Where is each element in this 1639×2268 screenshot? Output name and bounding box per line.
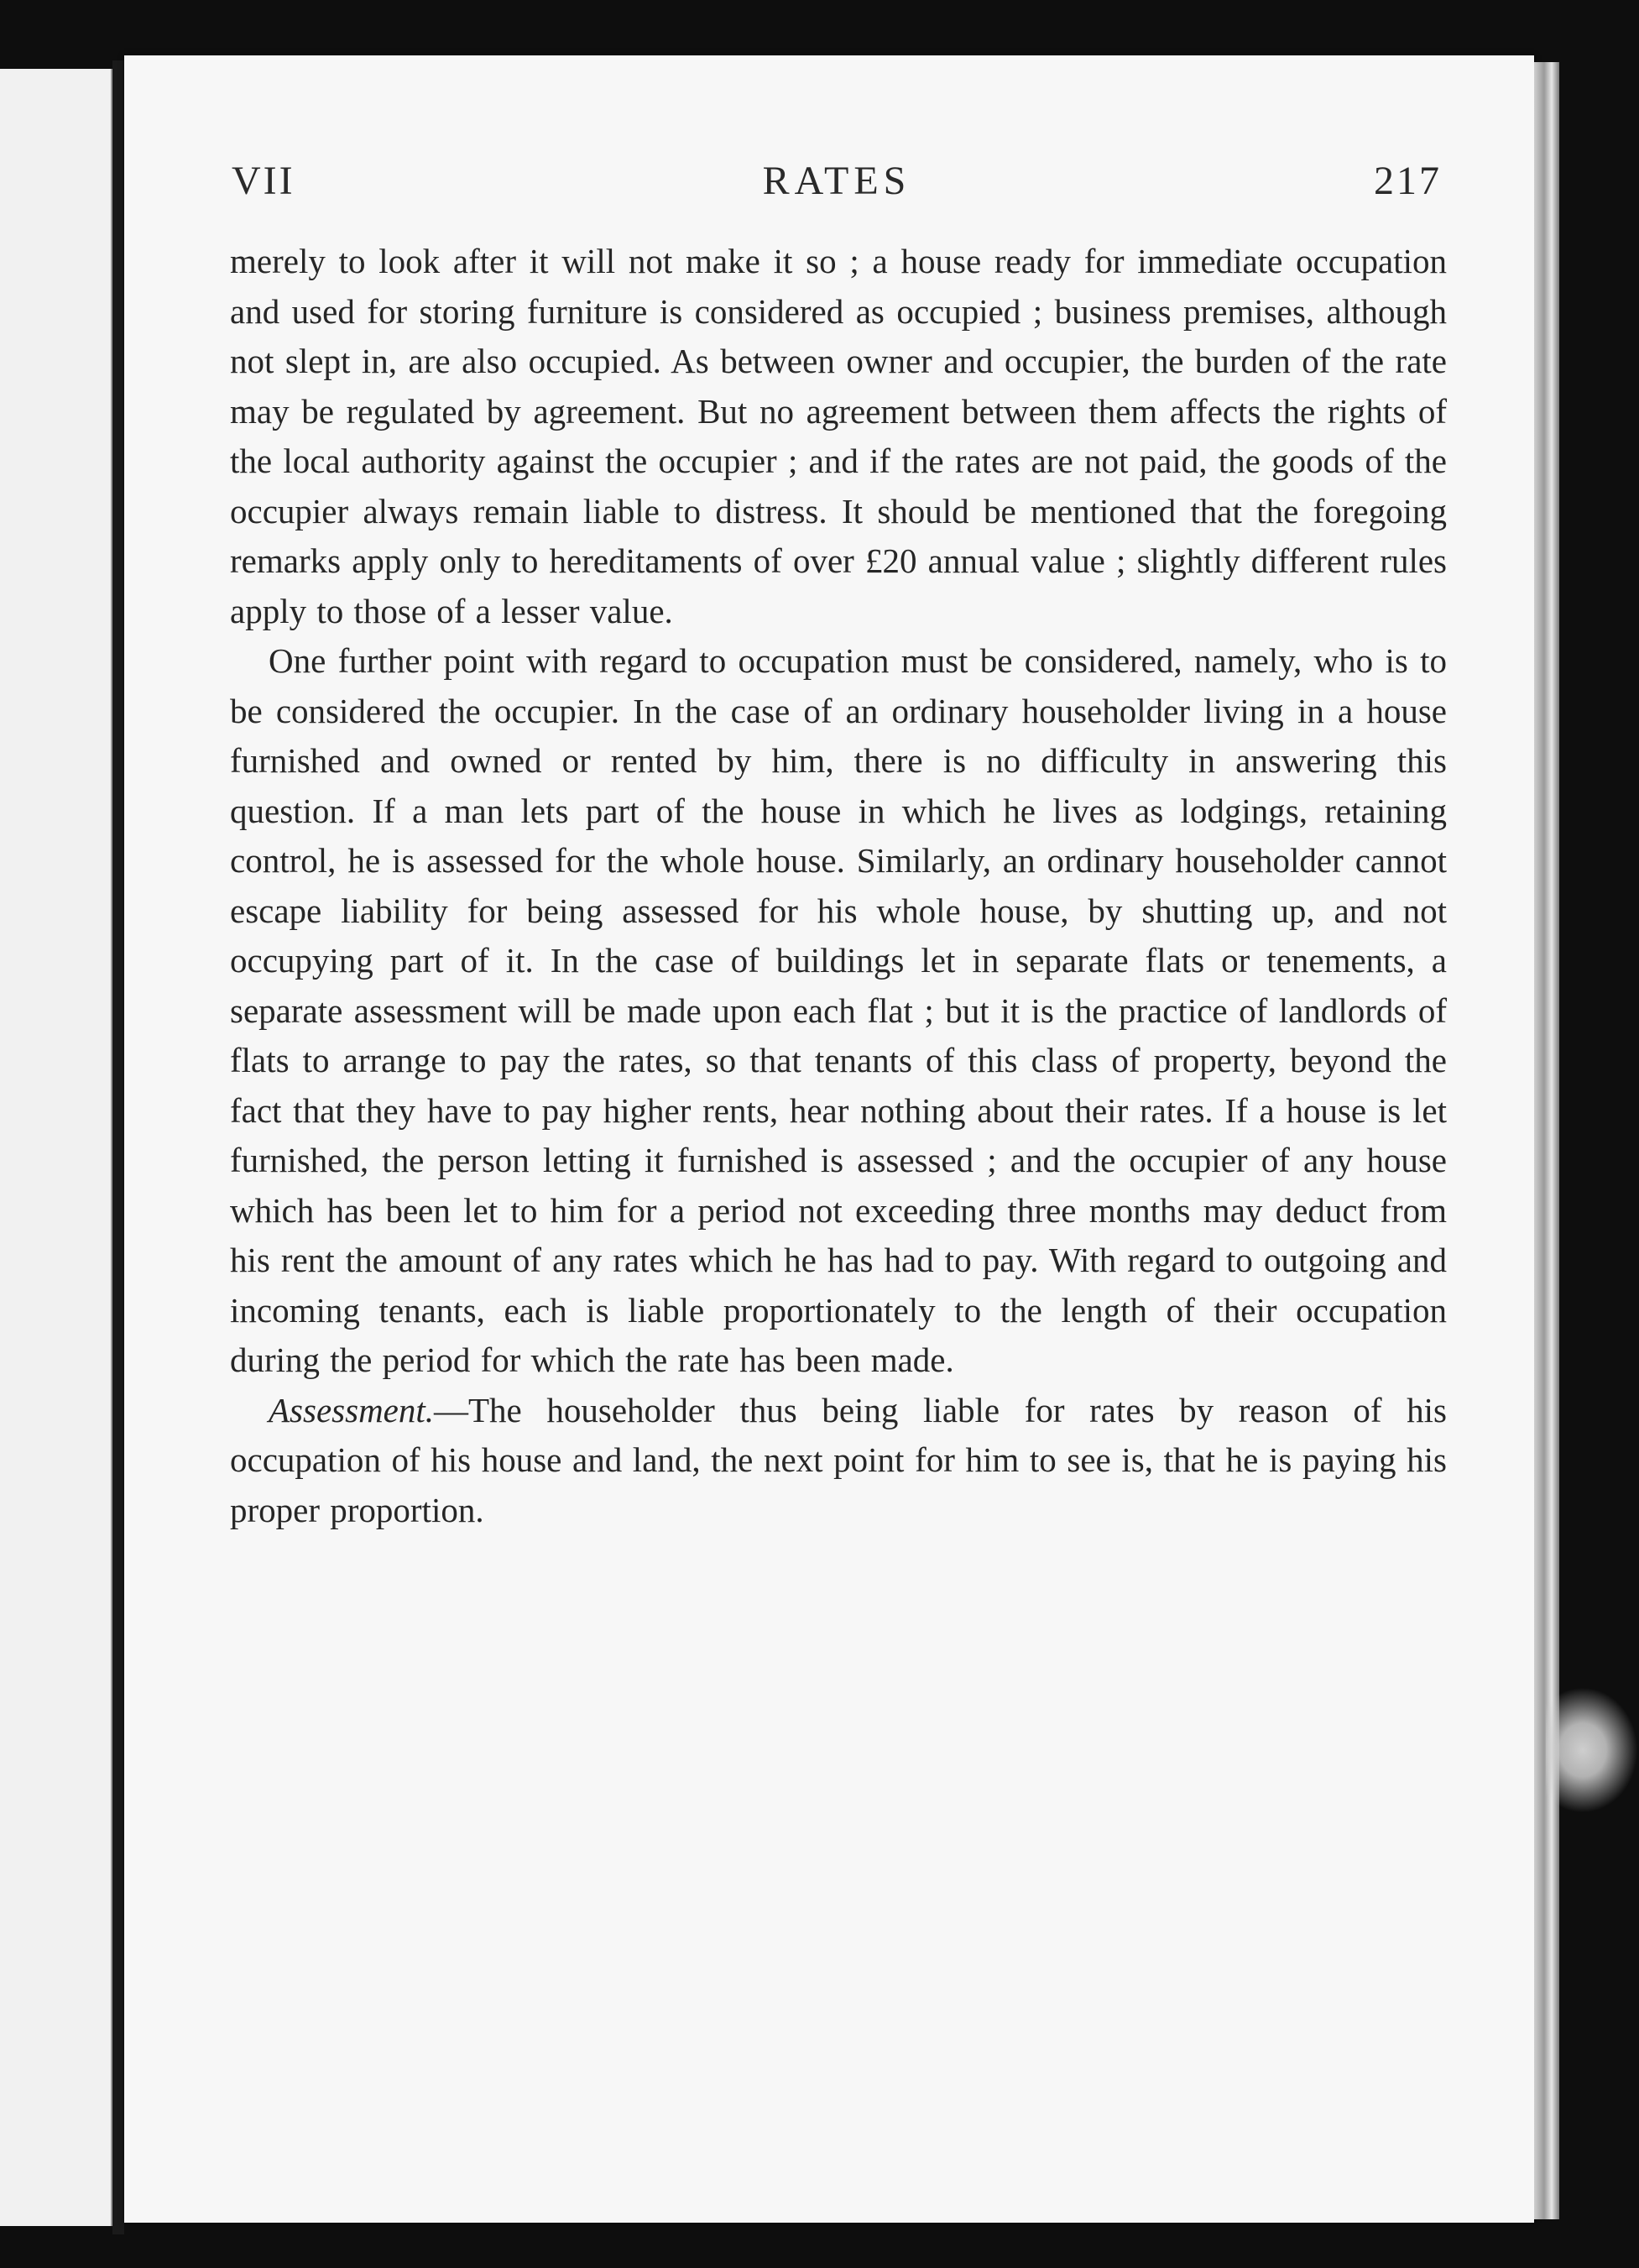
running-header: [232, 158, 1442, 217]
paragraph-assessment-text: —The householder thus being liable for rates by reason of his occupation of his house and land, the next point for him to see is, that he is paying his proper proportion.: [230, 1390, 1447, 1529]
previous-page-edge: [0, 69, 112, 2226]
run-in-heading: Assessment.: [269, 1390, 435, 1429]
paragraph-assessment: [230, 1386, 1447, 1536]
page-body: [230, 237, 1447, 1535]
chapter-number: VII: [232, 159, 295, 203]
running-title: RATES: [762, 159, 911, 203]
page-edge-strip: [1534, 62, 1559, 2219]
paragraph-occupier: One further point with regard to occupation must be considered, namely, who is to be considered the occupier. In the case of an ordinary householder living in a house furnished and owned or rented by him, there is no difficulty in answering this question. If a man lets part of the house in which he lives as lodgings, retaining control, he is assessed for the whole house. Similarly, an ordinary householder cannot escape liability for being assessed for his whole house, by shutting up, and not occupying part of it. In the case of buildings let in separate flats or tenements, a separate assessment will be made upon each flat ; but it is the practice of landlords of flats to arrange to pay the rates, so that tenants of this class of property, beyond the fact that they have to pay higher rents, hear nothing about their rates. If a house is let furnished, the person letting it furnished is assessed ; and the occupier of any house which has been let to him for a period not exceeding three months may deduct from his rent the amount of any rates which he has had to pay. With regard to outgoing and incoming tenants, each is liable proportionately to the length of their occupation during the period for which the rate has been made.: [230, 641, 1447, 1379]
paragraph-continued: merely to look after it will not make it so ; a house ready for immediate occupation and used for storing furniture is considered as occupied ; business premises, although not slept in, are also occupied. As between owner and occupier, the burden of the rate may be regulated by agreement. But no agreement between them affects the rights of the local authority against the occupier ; and if the rates are not paid, the goods of the occupier always remain liable to distress. It should be mentioned that the foregoing remarks apply only to hereditaments of over £20 annual value ; slightly different rules apply to those of a lesser value.: [230, 242, 1447, 630]
page-edge-damage: [1546, 1687, 1638, 1813]
book-gutter: [112, 60, 124, 2234]
page-number: 217: [1374, 159, 1442, 203]
book-page: [124, 55, 1534, 2223]
